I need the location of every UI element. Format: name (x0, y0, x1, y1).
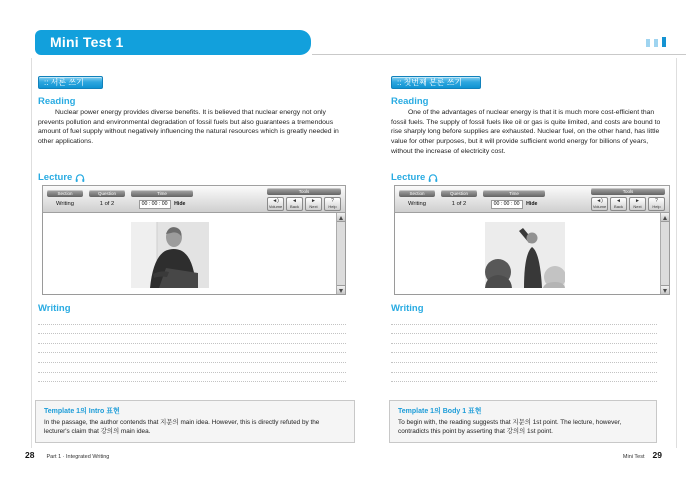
section-bar-icon (646, 39, 650, 47)
scroll-up-icon (339, 216, 343, 220)
question-value: 1 of 2 (99, 200, 115, 207)
page-number: 28 (25, 450, 35, 460)
help-button[interactable]: ? Help (648, 197, 665, 211)
back-button[interactable]: ◄ Back (610, 197, 627, 211)
template-box (35, 400, 355, 443)
scrollbar[interactable] (660, 213, 669, 294)
headphones-icon (428, 173, 438, 183)
lecturer-photo (485, 222, 565, 288)
template-text: In the passage, the author contends that 지문의 main idea. However, this is directly refuted by the lecturer's claim that 강의의 main idea. (44, 419, 320, 435)
tools-group (267, 188, 341, 211)
time-group (131, 190, 193, 209)
right-page-edge (676, 58, 677, 448)
writing-line[interactable] (38, 363, 346, 373)
page-title: Mini Test 1 (35, 30, 311, 55)
writing-line[interactable] (38, 334, 346, 344)
back-icon: ◄ (292, 198, 297, 204)
section-value: Writing (56, 200, 74, 207)
reading-heading: Reading (38, 96, 76, 107)
help-icon: ? (331, 198, 334, 204)
section-label: Section (47, 190, 83, 197)
writing-lines (38, 315, 346, 382)
template-text: To begin with, the reading suggests that 지문의 1st point. The lecture, however, contradicts this point by asserting that 강의의 1st point. (398, 419, 622, 435)
question-group (89, 190, 125, 209)
writing-line[interactable] (391, 325, 657, 335)
section-bar-icon (654, 39, 658, 47)
writing-line[interactable] (391, 373, 657, 383)
volume-icon: ◄) (272, 198, 279, 204)
left-page-edge (31, 58, 32, 448)
page-number: 29 (652, 450, 662, 460)
reading-passage: One of the advantages of nuclear energy is that it is much more cost-efficient than fossil fuels. The supply of fossil fuels like oil or gas is quite limited, and costs are bound to rise sharply long before supplies are exhausted. Nuclear fuel, on the other hand, has little value for other purposes, but it will provide sufficient world energy for billions of years, without the increase of electricity cost. (391, 109, 661, 155)
header-rule (312, 54, 686, 55)
hide-button[interactable]: Hide (526, 200, 538, 207)
footer-section-label: Part 1 · Integrated Writing (46, 454, 110, 460)
writing-line[interactable] (38, 325, 346, 335)
reading-heading: Reading (391, 96, 429, 107)
help-icon: ? (655, 198, 658, 204)
tools-group (591, 188, 665, 211)
back-icon: ◄ (616, 198, 621, 204)
time-value: 00 : 00 : 00 (491, 200, 523, 209)
section-group (399, 190, 435, 209)
footer-left (25, 450, 109, 460)
template-box (389, 400, 657, 443)
volume-icon: ◄) (596, 198, 603, 204)
scrollbar[interactable] (336, 213, 345, 294)
time-label: Time (483, 190, 545, 197)
player-toolbar (42, 185, 346, 213)
next-button[interactable]: ► Next (629, 197, 646, 211)
section-label: Section (399, 190, 435, 197)
template-title: Template 1의 Body 1 표현 (398, 408, 482, 415)
player-toolbar (394, 185, 670, 213)
volume-button[interactable]: ◄) Volume (268, 198, 283, 209)
section-group (47, 190, 83, 209)
time-group (483, 190, 545, 209)
writing-line[interactable] (391, 334, 657, 344)
task-badge: :: 첫번째 본론 쓰기 (391, 76, 481, 89)
lecture-player (42, 185, 346, 295)
player-screen (42, 213, 346, 295)
scroll-down-button[interactable] (661, 285, 669, 294)
footer-right (623, 450, 662, 460)
writing-line[interactable] (391, 363, 657, 373)
lecture-heading-label: Lecture (38, 172, 73, 183)
tools-label: Tools (267, 188, 341, 195)
help-button[interactable]: ? Help (324, 197, 341, 211)
scroll-down-icon (663, 289, 667, 293)
question-group (441, 190, 477, 209)
scroll-down-icon (339, 289, 343, 293)
writing-heading: Writing (391, 303, 424, 314)
time-label: Time (131, 190, 193, 197)
scroll-up-button[interactable] (661, 213, 669, 222)
question-value: 1 of 2 (451, 200, 467, 207)
lecture-player (394, 185, 670, 295)
writing-lines (391, 315, 657, 382)
volume-button[interactable]: ◄) Volume (592, 198, 607, 209)
lecture-heading (38, 172, 85, 183)
section-value: Writing (408, 200, 426, 207)
time-value: 00 : 00 : 00 (139, 200, 171, 209)
next-button[interactable]: ► Next (305, 197, 322, 211)
writing-line[interactable] (391, 315, 657, 325)
reading-passage: Nuclear power energy provides diverse benefits. It is believed that nuclear energy not only prevents pollution and environmental degradation of fossil fuels but also guarantees a tremendous amount of fuel supply without negatively influencing the natural resources which is greatly needed in other applications. (38, 109, 339, 146)
back-button[interactable]: ◄ Back (286, 197, 303, 211)
writing-line[interactable] (391, 353, 657, 363)
writing-line[interactable] (38, 315, 346, 325)
footer-section-label: Mini Test (622, 454, 645, 460)
tools-label: Tools (591, 188, 665, 195)
template-title: Template 1의 Intro 표현 (44, 408, 120, 415)
headphones-icon (75, 173, 85, 183)
writing-line[interactable] (391, 344, 657, 354)
scroll-up-button[interactable] (337, 213, 345, 222)
question-label: Question (441, 190, 477, 197)
player-screen (394, 213, 670, 295)
writing-line[interactable] (38, 344, 346, 354)
question-label: Question (89, 190, 125, 197)
section-indicator (646, 37, 666, 47)
next-icon: ► (311, 198, 316, 204)
scroll-up-icon (663, 216, 667, 220)
lecturer-photo (131, 222, 209, 288)
hide-button[interactable]: Hide (174, 200, 186, 207)
writing-line[interactable] (38, 373, 346, 383)
writing-heading: Writing (38, 303, 71, 314)
writing-line[interactable] (38, 353, 346, 363)
scroll-down-button[interactable] (337, 285, 345, 294)
next-icon: ► (635, 198, 640, 204)
section-bar-active-icon (662, 37, 666, 47)
lecture-heading (391, 172, 438, 183)
task-badge: :: 서론 쓰기 (38, 76, 103, 89)
lecture-heading-label: Lecture (391, 172, 426, 183)
